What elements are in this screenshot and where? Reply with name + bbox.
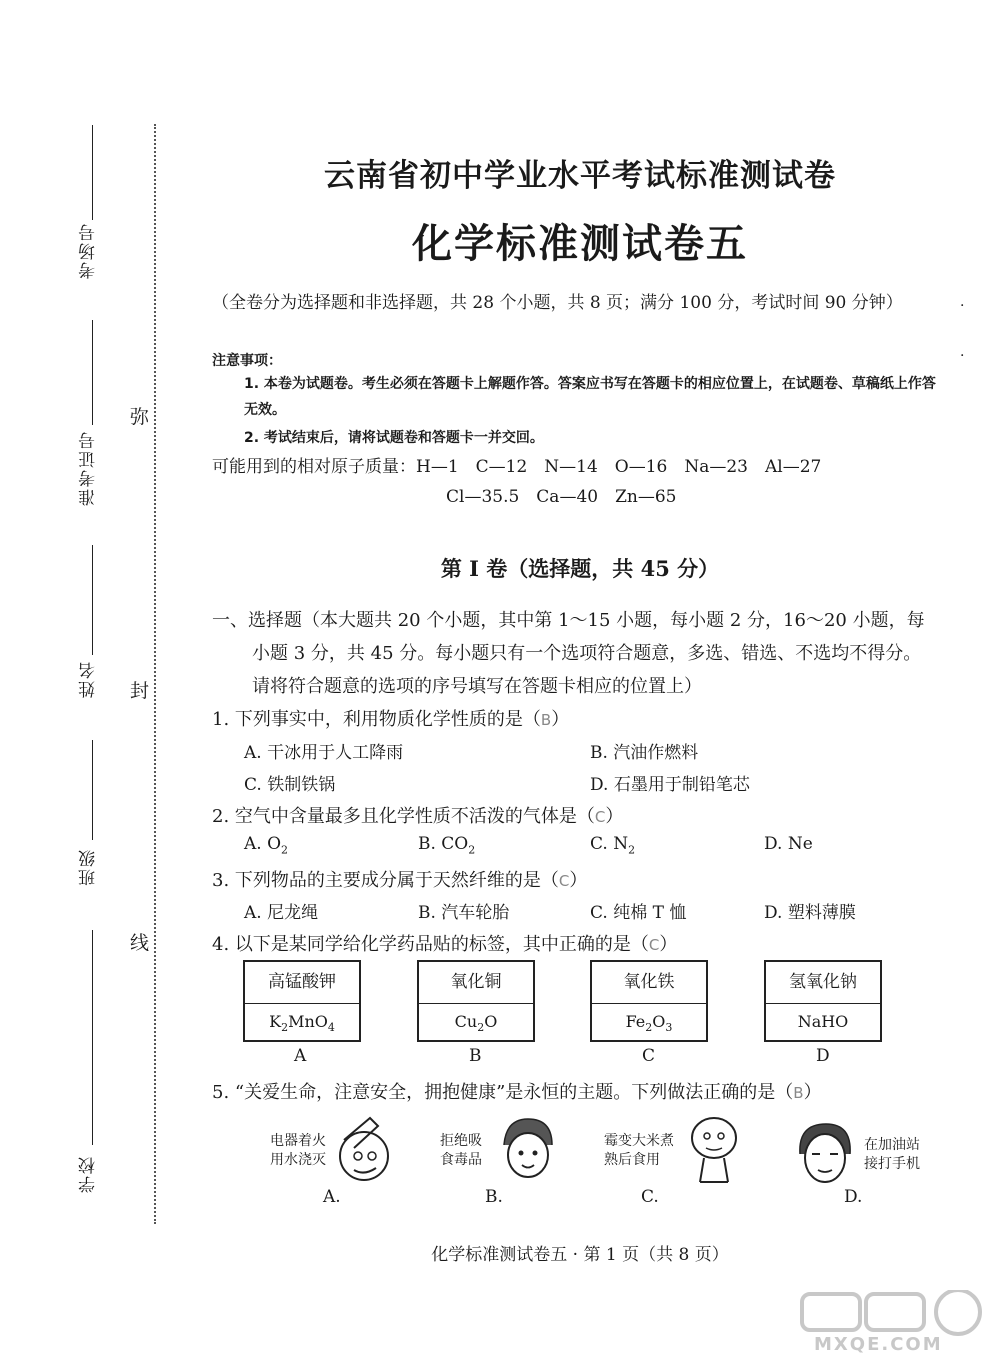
scan-dot: ·: [960, 348, 965, 364]
question-4: [212, 930, 677, 956]
page-footer: 化学标准测试卷五 · 第 1 页（共 8 页）: [431, 1245, 729, 1265]
exam-room-label: 考场号: [79, 222, 99, 279]
reagent-label-a: [243, 960, 361, 1042]
atomic-mass-line-2: Cl—35.5 Ca—40 Zn—65: [446, 487, 677, 507]
label-letter-c: C: [642, 1046, 656, 1066]
notice-item-2: 2. 考试结束后，请将试题卷和答题卡一并交回。: [244, 430, 544, 446]
pic-c-caption-2: 熟后食用: [604, 1152, 660, 1168]
pic-b-caption: [440, 1132, 482, 1170]
close-paren: ）: [551, 709, 570, 730]
pic-letter-a: A.: [323, 1187, 341, 1207]
reagent-label-d-name: 氢氧化钠: [766, 962, 880, 1004]
q2-answer: C: [594, 808, 606, 826]
cartoon-mushroom-c-icon: [686, 1112, 742, 1188]
cartoon-face-a-icon: [330, 1110, 394, 1186]
close-paren: ）: [803, 1082, 822, 1103]
q1-stem: 1. 下列事实中，利用物质化学性质的是（: [212, 709, 541, 730]
paper-title: 化学标准测试卷五: [412, 220, 748, 267]
q2-option-a: [244, 834, 288, 856]
reagent-label-d: [764, 960, 882, 1042]
q2-option-a-text: A. O: [244, 834, 282, 854]
seal-char-2: 封: [130, 680, 150, 702]
close-paren: ）: [605, 806, 624, 827]
pic-b-caption-1: 拒绝吸: [440, 1133, 482, 1149]
q2-option-c-sub: 2: [628, 843, 636, 857]
q3-option-b: B. 汽车轮胎: [418, 903, 510, 923]
q3-option-a: A. 尼龙绳: [244, 903, 319, 923]
seal-char-1: 弥: [130, 406, 150, 428]
cartoon-man-d-icon: [792, 1120, 858, 1186]
section-title: 第 Ⅰ 卷（选择题，共 45 分）: [440, 556, 720, 581]
pic-letter-b: B.: [485, 1187, 503, 1207]
pic-d-caption-1: 在加油站: [864, 1137, 920, 1153]
q5-stem: 5. “关爱生命，注意安全，拥抱健康”是永恒的主题。下列做法正确的是（: [212, 1082, 794, 1103]
seal-dotted-line: [154, 124, 156, 1224]
part1-intro-3: 请将符合题意的选项的序号填写在答题卡相应的位置上）: [252, 676, 702, 697]
reagent-label-b: [417, 960, 535, 1042]
q2-option-b-text: B. CO: [418, 834, 469, 854]
atomic-mass-line-1: 可能用到的相对原子质量：H—1 C—12 N—14 O—16 Na—23 Al—27: [212, 457, 822, 477]
admission-label: 准考证号: [79, 430, 99, 506]
label-letter-a: A: [294, 1046, 307, 1066]
question-2: [212, 802, 623, 828]
pic-b-caption-2: 食毒品: [440, 1152, 482, 1168]
class-line: [92, 740, 93, 840]
q2-option-a-sub: 2: [281, 843, 289, 857]
q2-option-d: D. Ne: [764, 834, 813, 854]
question-5: [212, 1078, 822, 1104]
reagent-label-c-formula: $Fe_2O_3$: [625, 1012, 673, 1035]
reagent-label-d-formula: NaHO: [797, 1012, 849, 1031]
q3-option-c: C. 纯棉 T 恤: [590, 903, 687, 923]
pic-d-caption-2: 接打手机: [864, 1156, 920, 1172]
label-letter-b: B: [469, 1046, 482, 1066]
q4-stem: 4. 以下是某同学给化学药品贴的标签，其中正确的是（: [212, 934, 649, 955]
pic-c-caption: [604, 1132, 674, 1170]
pic-letter-c: C.: [641, 1187, 659, 1207]
cartoon-girl-b-icon: [496, 1115, 558, 1185]
reagent-label-c-name: 氧化铁: [592, 962, 706, 1004]
q1-option-b: B. 汽油作燃料: [590, 743, 699, 763]
seal-char-3: 线: [130, 932, 150, 954]
question-3: [212, 866, 587, 892]
q2-option-c-text: C. N: [590, 834, 629, 854]
exam-series-title: 云南省初中学业水平考试标准测试卷: [324, 158, 836, 194]
q1-answer: B: [540, 711, 552, 729]
q1-option-c: C. 铁制铁锅: [244, 775, 336, 795]
q1-option-d: D. 石墨用于制铅笔芯: [590, 775, 750, 795]
question-1: [212, 705, 569, 731]
watermark-text: MXQE.COM: [814, 1334, 943, 1355]
close-paren: ）: [659, 934, 678, 955]
part1-intro-2: 小题 3 分，共 45 分。每小题只有一个选项符合题意，多选、错选、不选均不得分。: [252, 643, 922, 664]
reagent-label-a-name: 高锰酸钾: [245, 962, 359, 1004]
notice-heading: 注意事项：: [212, 353, 282, 369]
admission-line: [92, 320, 93, 425]
pic-a-caption-2: 用水浇灭: [270, 1152, 326, 1168]
q2-option-b: [418, 834, 475, 856]
pic-d-caption: [864, 1136, 920, 1174]
part1-intro-1: 一、选择题（本大题共 20 个小题，其中第 1～15 小题，每小题 2 分，16～20 小题，每: [212, 610, 925, 631]
close-paren: ）: [569, 870, 588, 891]
pic-a-caption: [270, 1132, 326, 1170]
pic-a-caption-1: 电器着火: [270, 1133, 326, 1149]
label-letter-d: D: [816, 1046, 830, 1066]
q2-option-b-sub: 2: [468, 843, 476, 857]
q1-option-a: A. 干冰用于人工降雨: [244, 743, 404, 763]
scan-dot: ·: [960, 298, 965, 314]
q4-answer: C: [648, 936, 660, 954]
school-line: [92, 930, 93, 1145]
reagent-label-a-formula: $K_2MnO_4$: [269, 1012, 335, 1035]
notice-item-1: 1. 本卷为试题卷。考生必须在答题卡上解题作答。答案应书写在答题卡的相应位置上，在试题卷、草稿纸上作答无效。: [244, 376, 936, 418]
q2-option-c: [590, 834, 635, 856]
class-label: 班级: [79, 848, 99, 886]
reagent-label-b-formula: $Cu_2O$: [454, 1012, 498, 1035]
q3-stem: 3. 下列物品的主要成分属于天然纤维的是（: [212, 870, 559, 891]
pic-letter-d: D.: [844, 1187, 863, 1207]
q3-answer: C: [558, 872, 570, 890]
q3-option-d: D. 塑料薄膜: [764, 903, 856, 923]
q5-answer: B: [793, 1084, 804, 1102]
school-label: 学校: [79, 1155, 99, 1193]
exam-info: （全卷分为选择题和非选择题，共 28 个小题，共 8 页；满分 100 分，考试时间 90 分钟）: [212, 293, 903, 313]
pic-c-caption-1: 霉变大米煮: [604, 1133, 674, 1149]
reagent-label-c: [590, 960, 708, 1042]
reagent-label-b-name: 氧化铜: [419, 962, 533, 1004]
name-label: 姓名: [79, 660, 99, 698]
q2-stem: 2. 空气中含量最多且化学性质不活泼的气体是（: [212, 806, 595, 827]
watermark-logo: [800, 1290, 990, 1354]
